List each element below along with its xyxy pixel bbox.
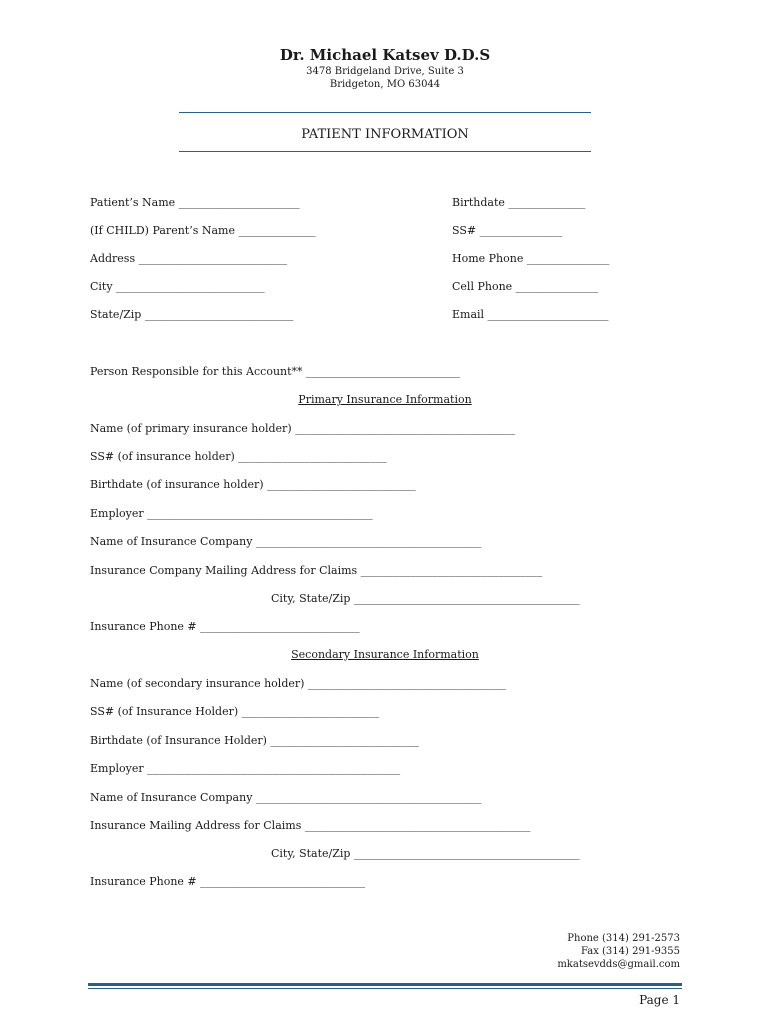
secondary-holder-ssn-field[interactable]: SS# (of Insurance Holder) _________________________ xyxy=(90,705,380,718)
address-line-1: 3478 Bridgeland Drive, Suite 3 xyxy=(306,66,464,77)
page-number: Page 1 xyxy=(639,993,680,1007)
city-field[interactable]: City ___________________________ xyxy=(90,280,265,293)
primary-holder-ssn-field[interactable]: SS# (of insurance holder) ___________________________ xyxy=(90,450,387,463)
secondary-phone-field[interactable]: Insurance Phone # ______________________________ xyxy=(90,875,366,888)
form-title: PATIENT INFORMATION xyxy=(301,127,469,142)
secondary-city-state-zip-field[interactable]: City, State/Zip _________________________________________ xyxy=(271,847,580,860)
primary-holder-name-field[interactable]: Name (of primary insurance holder) ________________________________________ xyxy=(90,422,516,435)
primary-city-state-zip-field[interactable]: City, State/Zip _________________________________________ xyxy=(271,592,580,605)
primary-phone-field[interactable]: Insurance Phone # _____________________________ xyxy=(90,620,360,633)
address-line-2: Bridgeton, MO 63044 xyxy=(329,79,441,90)
secondary-insurance-heading: Secondary Insurance Information xyxy=(291,648,479,661)
home-phone-field[interactable]: Home Phone _______________ xyxy=(452,252,610,265)
patient-name-field[interactable]: Patient’s Name ______________________ xyxy=(90,196,300,209)
secondary-holder-name-field[interactable]: Name (of secondary insurance holder) ____________________________________ xyxy=(90,677,506,690)
footer-rule-thick xyxy=(88,983,682,986)
address-field[interactable]: Address ___________________________ xyxy=(90,252,288,265)
state-zip-field[interactable]: State/Zip ___________________________ xyxy=(90,308,294,321)
primary-company-field[interactable]: Name of Insurance Company _________________________________________ xyxy=(90,535,482,548)
cell-phone-field[interactable]: Cell Phone _______________ xyxy=(452,280,599,293)
secondary-mailing-field[interactable]: Insurance Mailing Address for Claims _________________________________________ xyxy=(90,819,531,832)
email-field[interactable]: Email ______________________ xyxy=(452,308,609,321)
title-rule-top xyxy=(179,112,591,113)
parent-name-field[interactable]: (If CHILD) Parent’s Name ______________ xyxy=(90,224,316,237)
secondary-holder-birthdate-field[interactable]: Birthdate (of Insurance Holder) ___________________________ xyxy=(90,734,419,747)
responsible-party-field[interactable]: Person Responsible for this Account** ____________________________ xyxy=(90,365,461,378)
primary-employer-field[interactable]: Employer _________________________________________ xyxy=(90,507,373,520)
birthdate-field[interactable]: Birthdate ______________ xyxy=(452,196,586,209)
practice-name: Dr. Michael Katsev D.D.S xyxy=(279,46,491,64)
primary-mailing-field[interactable]: Insurance Company Mailing Address for Claims _________________________________ xyxy=(90,564,543,577)
footer-email: mkatsevdds@gmail.com xyxy=(557,959,680,970)
title-rule-bottom xyxy=(179,151,591,152)
secondary-employer-field[interactable]: Employer ______________________________________________ xyxy=(90,762,401,775)
footer-phone: Phone (314) 291-2573 xyxy=(567,933,680,944)
footer-rule-thin xyxy=(88,988,682,989)
ssn-field[interactable]: SS# _______________ xyxy=(452,224,563,237)
primary-holder-birthdate-field[interactable]: Birthdate (of insurance holder) ___________________________ xyxy=(90,478,416,491)
primary-insurance-heading: Primary Insurance Information xyxy=(298,393,472,406)
secondary-company-field[interactable]: Name of Insurance Company _________________________________________ xyxy=(90,791,482,804)
footer-fax: Fax (314) 291-9355 xyxy=(580,946,680,957)
